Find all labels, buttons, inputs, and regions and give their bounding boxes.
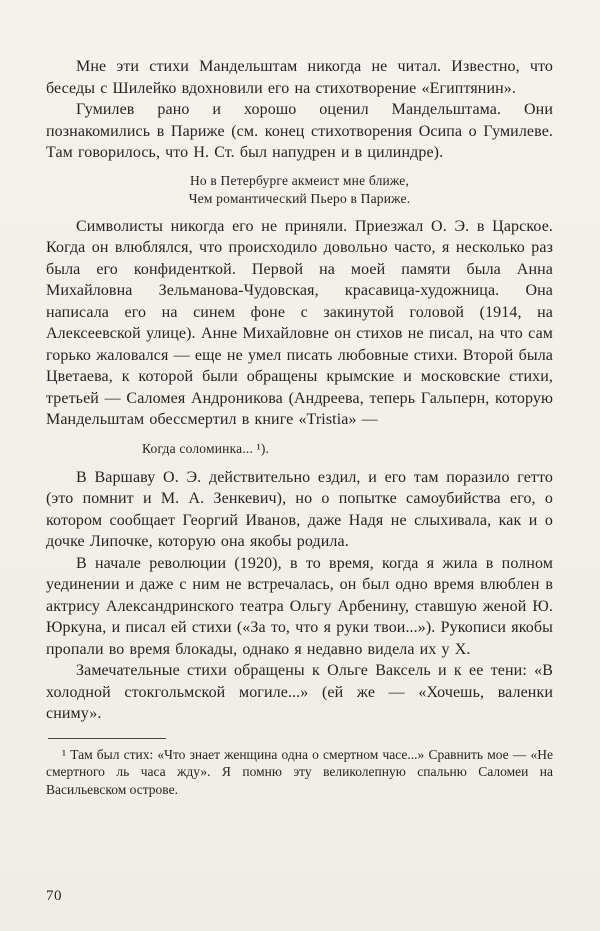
paragraph-6: Замечательные стихи обращены к Ольге Ваксель и к ее тени: «В холодной стокгольмской могиле...» (ей же — «Хочешь, валенки сниму». [46, 662, 553, 722]
page-number: 70 [46, 888, 62, 904]
verse-quote [46, 172, 553, 208]
footnote-divider [48, 738, 166, 739]
verse-line-1: Но в Петербурге акмеист мне ближе, [189, 172, 410, 188]
footnote-text: ¹ Там был стих: «Что знает женщина одна о смертном часе...» Сравнить мое — «Не смертного ль часа жду». Я помню эту великолепную спальню Саломеи на Васильевском острове. [46, 746, 553, 797]
paragraph-1: Мне эти стихи Мандельштам никогда не читал. Известно, что беседы с Шилейко вдохновили его на стихотворение «Египтянин». [46, 58, 553, 97]
inline-verse-line: Когда соломинка... ¹). [142, 440, 270, 456]
verse-line-2: Чем романтический Пьеро в Париже. [188, 190, 411, 206]
paragraph-4: В Варшаву О. Э. действительно ездил, и его там поразило гетто (это помнит и М. А. Зенкевич), но о попытке самоубийства его, о котором сообщает Георгий Иванов, даже Надя не слыхивала, как и о дочке Липочке, которую она якобы родила. [46, 468, 553, 550]
paragraph-5: В начале революции (1920), в то время, когда я жила в полном уединении и даже с ним не встречалась, он был одно время влюблен в актрису Александринского театра Ольгу Арбенину, ставшую женой Ю. Юркуна, и писал ей стихи («За то, что я руки твои...»). Рукописи якобы пропали во время блокады, однако я недавно видела их у Х. [46, 554, 553, 658]
paragraph-3: Символисты никогда его не приняли. Приезжал О. Э. в Царское. Когда он влюблялся, что происходило довольно часто, я несколько раз была его конфиденткой. Первой на моей памяти была Анна Михайловна Зельманова-Чудовская, красавица-художница. Она написала его на синем фоне с закинутой головой (1914, на Алексеевской улице). Анне Михайловне он стихов не писал, на что сам горько жаловался — еще не умел писать любовные стихи. Второй была Цветаева, к которой были обращены крымские и московские стихи, третьей — Саломея Андроникова (Андреева, теперь Гальперн, которую Мандельштам обессмертил в книге «Tristia» — [46, 217, 553, 428]
paragraph-2: Гумилев рано и хорошо оценил Мандельштама. Они познакомились в Париже (см. конец стихотворения Осипа о Гумилеве. Там говорилось, что Н. Ст. был напудрен и в цилиндре). [46, 101, 553, 161]
